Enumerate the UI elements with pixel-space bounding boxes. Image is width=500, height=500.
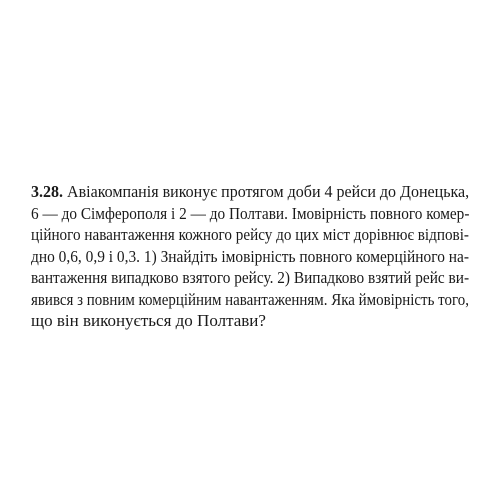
problem-line-3: ційного навантаження кожного рейсу до цих міст дорівнює відпові- [31, 225, 469, 244]
problem-line-2: 6 — до Сімферополя і 2 — до Полтави. Імовірність повного комер- [31, 203, 470, 223]
problem-line-1 [31, 181, 470, 203]
problem-line-7: що він виконується до Полтави? [31, 311, 266, 330]
problem-line-1-text: Авіакомпанія виконує протягом доби 4 рейси до Донецька, [67, 182, 470, 201]
problem-line-5: вантаження випадково взятого рейсу. 2) Випадково взятий рейс ви- [31, 268, 470, 287]
problem-number: 3.28. [31, 182, 64, 201]
problem-line-6: явився з повним комерційним навантаженням. Яка ймовірність того, [31, 289, 469, 309]
problem-line-4: дно 0,6, 0,9 і 0,3. 1) Знайдіть імовірність повного комерційного на- [31, 246, 469, 266]
